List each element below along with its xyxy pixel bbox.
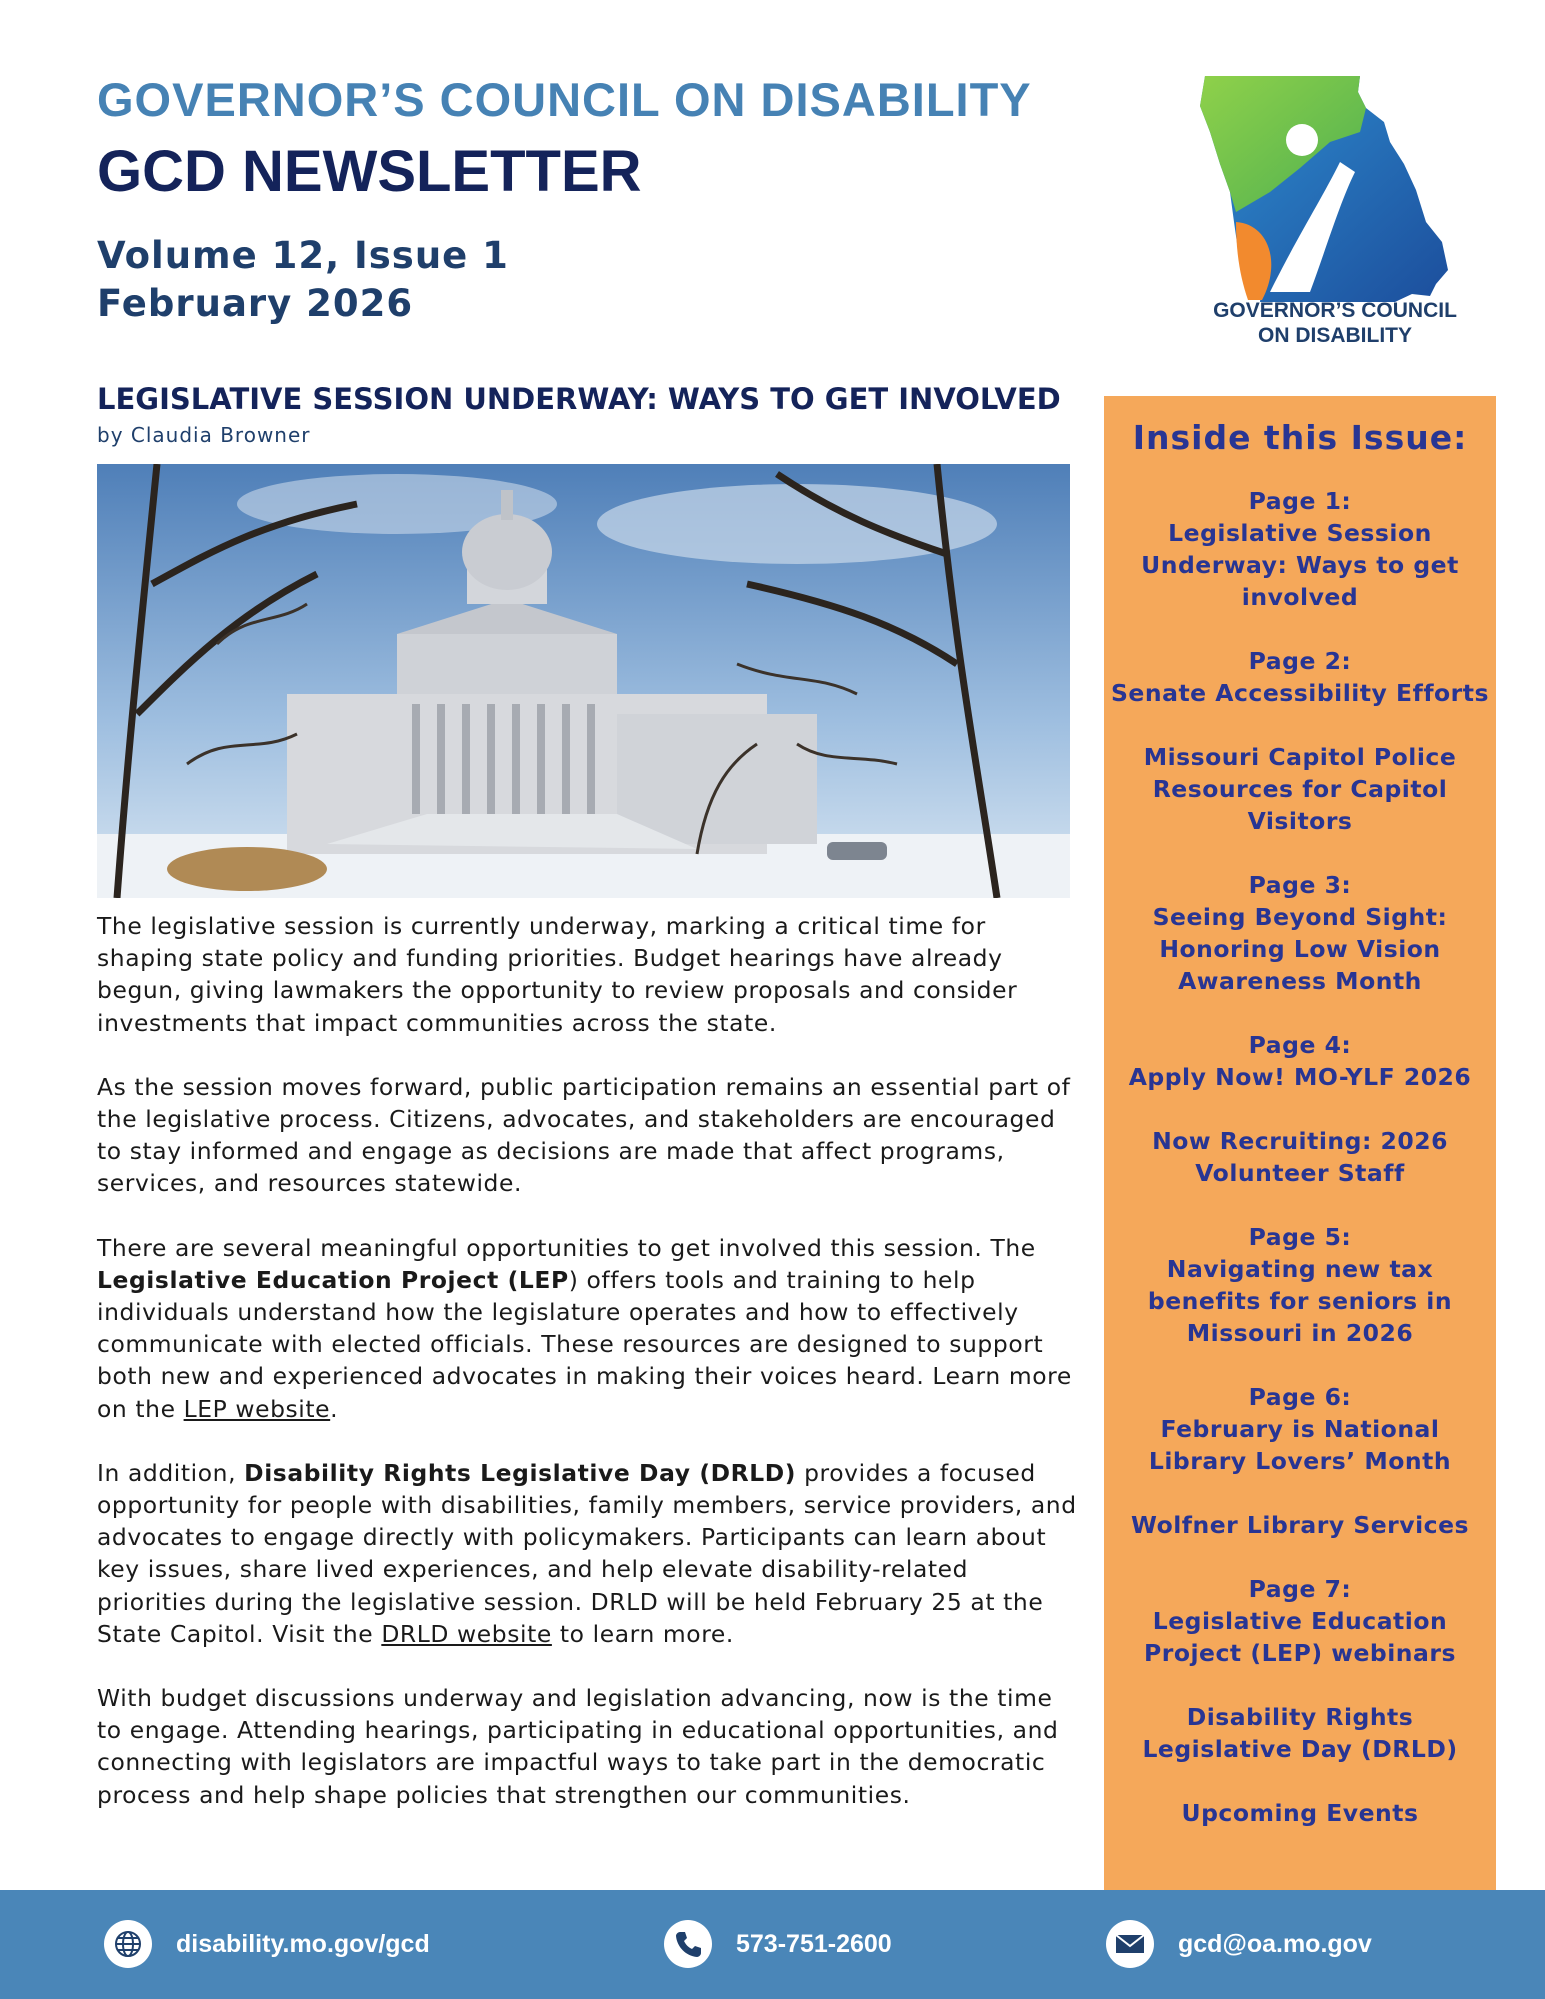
sidebar-item-line: Page 1: (1248, 487, 1352, 515)
sidebar-title: Inside this Issue: (1132, 418, 1468, 457)
sidebar-item (1104, 869, 1496, 997)
footer-phone[interactable] (664, 1920, 892, 1968)
sidebar-item-line: Missouri Capitol Police (1143, 743, 1457, 771)
sidebar-item-line: Honoring Low Vision (1159, 935, 1441, 963)
capitol-photo (97, 464, 1070, 898)
sidebar-item (1104, 645, 1496, 709)
sidebar-item-line: Page 2: (1248, 647, 1352, 675)
sidebar-item-line: Awareness Month (1178, 967, 1422, 995)
sidebar-item (1104, 1381, 1496, 1477)
sidebar-item-line: Visitors (1247, 807, 1353, 835)
sidebar-item-line: Legislative Education (1152, 1607, 1448, 1635)
sidebar-item-line: Legislative Session (1168, 519, 1432, 547)
sidebar-item (1104, 741, 1496, 837)
sidebar-item-line: Seeing Beyond Sight: (1152, 903, 1448, 931)
sidebar-item (1104, 1221, 1496, 1349)
drld-bold: Disability Rights Legislative Day (DRLD) (244, 1458, 797, 1487)
lep-bold: Legislative Education Project (LEP (97, 1265, 569, 1294)
sidebar-item-line: Page 5: (1248, 1223, 1352, 1251)
email-text: gcd@oa.mo.gov (1178, 1929, 1372, 1958)
sidebar-item-line: Senate Accessibility Efforts (1111, 679, 1489, 707)
newsletter-title: GCD NEWSLETTER (97, 139, 642, 204)
globe-icon (104, 1920, 152, 1968)
envelope-icon (1106, 1920, 1154, 1968)
sidebar-item-line: Disability Rights (1186, 1703, 1414, 1731)
phone-icon (664, 1920, 712, 1968)
sidebar-item (1104, 1125, 1496, 1189)
sidebar-item (1104, 1029, 1496, 1093)
logo-text (1170, 298, 1500, 348)
sidebar-item-line: Upcoming Events (1181, 1799, 1419, 1827)
phone-text: 573-751-2600 (736, 1929, 892, 1958)
sidebar-list (1104, 485, 1496, 1829)
article-paragraph-2: As the session moves forward, public participation remains an essential part of the legislative process. Citizens, advocates, and stakeholders are encouraged to stay informed and engage as decisions are made that affect programs, services, and resources statewide. (97, 1072, 1071, 1198)
sidebar-item-line: Page 6: (1248, 1383, 1352, 1411)
drld-website-link[interactable]: DRLD website (381, 1619, 552, 1648)
text-span: to learn more. (551, 1619, 734, 1648)
article-body (97, 910, 1077, 1843)
article-byline: by Claudia Browner (97, 423, 311, 447)
footer-email[interactable] (1106, 1920, 1372, 1968)
sidebar-item (1104, 1797, 1496, 1829)
sidebar-item-line: February is National (1160, 1415, 1440, 1443)
org-name: GOVERNOR’S COUNCIL ON DISABILITY (97, 73, 1032, 126)
logo-line-1: GOVERNOR’S COUNCIL (1213, 299, 1457, 322)
inside-this-issue-sidebar (1104, 396, 1496, 1890)
sidebar-item (1104, 1701, 1496, 1765)
article-paragraph-3 (97, 1232, 1077, 1425)
sidebar-item-line: benefits for seniors in (1147, 1287, 1453, 1315)
text-span: There are several meaningful opportunities to get involved this session. The (97, 1233, 1036, 1262)
sidebar-item-line: Navigating new tax (1166, 1255, 1434, 1283)
footer-website[interactable] (104, 1920, 430, 1968)
sidebar-item-line: Underway: Ways to get (1141, 551, 1459, 579)
sidebar-item-line: Missouri in 2026 (1186, 1319, 1414, 1347)
text-span: . (330, 1394, 339, 1423)
sidebar-item-line: Legislative Day (DRLD) (1142, 1735, 1458, 1763)
issue-date: February 2026 (97, 282, 414, 325)
text-span: ) offers tools and training to help individuals understand how the legislature operates and how to effectively communicate with elected officials. These resources are designed to support both new and experienced advocates in making their voices heard. Learn more on the (97, 1265, 1072, 1423)
sidebar-item-line: Project (LEP) webinars (1144, 1639, 1456, 1667)
sidebar-item-line: Page 4: (1248, 1031, 1352, 1059)
sidebar-item-line: Page 7: (1248, 1575, 1352, 1603)
sidebar-item (1104, 1509, 1496, 1541)
article-paragraph-1: The legislative session is currently underway, marking a critical time for shaping state policy and funding priorities. Budget hearings have already begun, giving lawmakers the opportunity to review proposals and consider investments that impact communities across the state. (97, 912, 1018, 1037)
sidebar-item-line: Volunteer Staff (1195, 1159, 1405, 1187)
sidebar-item-line: Apply Now! MO-YLF 2026 (1128, 1063, 1472, 1091)
issue-info (97, 232, 509, 328)
volume-issue: Volume 12, Issue 1 (97, 234, 509, 277)
sidebar-item (1104, 1573, 1496, 1669)
text-span: provides a focused opportunity for people with disabilities, family members, service providers, and advocates to engage directly with policymakers. Participants can learn about key issues, share lived experiences, and help elevate disability-related priorities during the legislative session. DRLD will be held February 25 at the State Capitol. Visit the (97, 1458, 1077, 1648)
footer-bar (0, 1890, 1545, 1999)
sidebar-item-line: involved (1241, 583, 1359, 611)
article-title: LEGISLATIVE SESSION UNDERWAY: WAYS TO GET INVOLVED (97, 382, 1061, 416)
text-span: In addition, (97, 1458, 245, 1487)
article-paragraph-4 (97, 1457, 1077, 1650)
sidebar-item-line: Now Recruiting: 2026 (1152, 1127, 1448, 1155)
sidebar-item (1104, 485, 1496, 613)
article-paragraph-5: With budget discussions underway and legislation advancing, now is the time to engage. Attending hearings, participating in educational opportunities, and connecting with legislators are impactful ways to take part in the democratic process and help shape policies that strengthen our communities. (97, 1684, 1059, 1809)
lep-website-link[interactable]: LEP website (183, 1394, 331, 1423)
sidebar-item-line: Resources for Capitol (1152, 775, 1448, 803)
sidebar-item-line: Wolfner Library Services (1130, 1511, 1470, 1539)
sidebar-item-line: Library Lovers’ Month (1148, 1447, 1452, 1475)
sidebar-item-line: Page 3: (1248, 871, 1352, 899)
logo-line-2: ON DISABILITY (1257, 324, 1412, 347)
website-text: disability.mo.gov/gcd (176, 1929, 430, 1958)
